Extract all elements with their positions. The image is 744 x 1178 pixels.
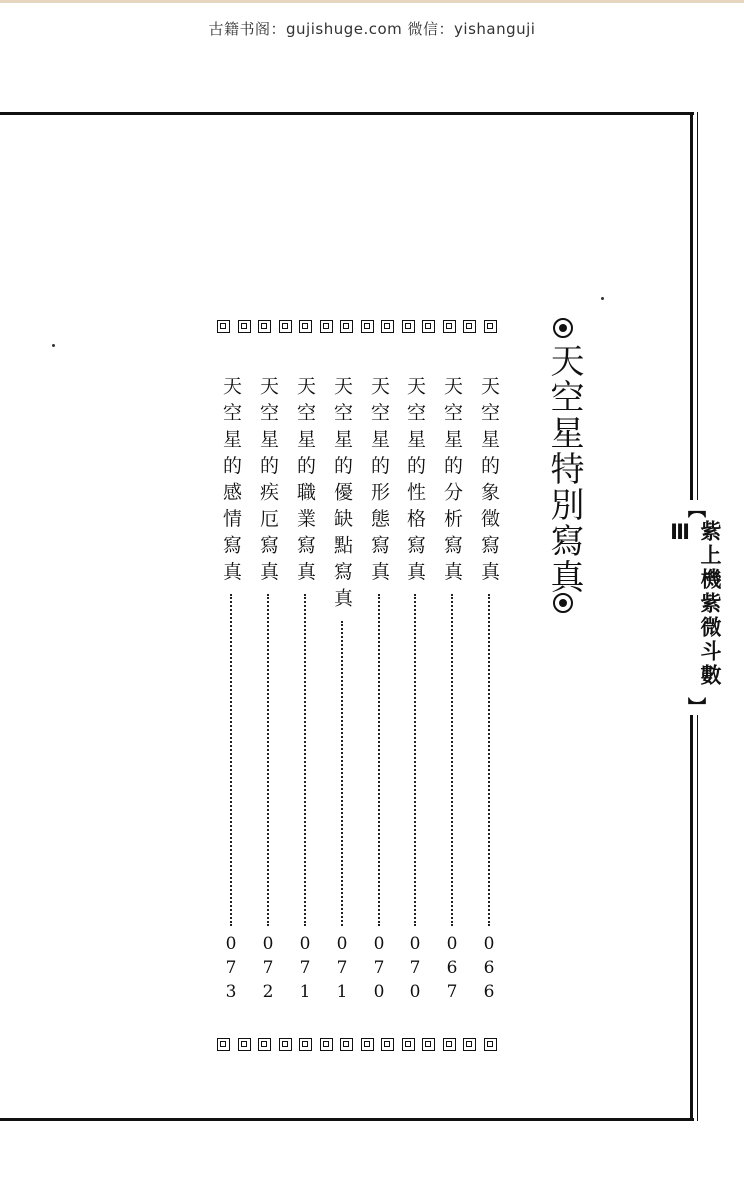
book-title: 紫上機紫微斗數Ⅲ (668, 520, 722, 688)
ornament-square (238, 1038, 251, 1051)
ornament-square (443, 1038, 456, 1051)
ornament-square (443, 320, 456, 333)
ornament-square (340, 1038, 353, 1051)
toc-page-number: 070 (369, 934, 389, 1006)
ornament-square (402, 1038, 415, 1051)
toc-page-number: 067 (442, 934, 462, 1006)
ornament-square (320, 320, 333, 333)
ornament-square (299, 320, 312, 333)
toc-entry[interactable] (439, 376, 465, 1006)
toc-entry-title: 天空星的職業寫真 (294, 376, 316, 588)
ornament-square (279, 320, 292, 333)
ornament-square (238, 320, 251, 333)
toc-dot-leader (488, 594, 490, 926)
toc-dot-leader (304, 594, 306, 926)
ornament-square (422, 1038, 435, 1051)
toc-dot-leader (414, 594, 416, 926)
ornament-square (361, 1038, 374, 1051)
toc-page-number: 066 (479, 934, 499, 1006)
toc-dot-leader (341, 621, 343, 927)
toc-entry-title: 天空星的性格寫真 (404, 376, 426, 588)
ornament-square (484, 320, 497, 333)
scan-speck (52, 344, 55, 347)
ornament-square (217, 1038, 230, 1051)
toc-entry[interactable] (255, 376, 281, 1006)
ornament-square (402, 320, 415, 333)
ornament-square (217, 320, 230, 333)
ornament-square (340, 320, 353, 333)
ornament-square (279, 1038, 292, 1051)
ornament-square (381, 1038, 394, 1051)
frame-top-border (0, 112, 694, 115)
toc-page-number: 073 (221, 934, 241, 1006)
toc-dot-leader (267, 594, 269, 926)
ornament-square (381, 320, 394, 333)
ornament-square (258, 320, 271, 333)
ornament-square (484, 1038, 497, 1051)
watermark: 古籍书阁：gujishuge.com 微信：yishanguji (208, 20, 536, 38)
toc-entry-title: 天空星的感情寫真 (220, 376, 242, 588)
toc-entry[interactable] (329, 376, 355, 1006)
ornament-square (361, 320, 374, 333)
toc-entry-title: 天空星的優缺點寫真 (331, 376, 353, 615)
ornament-square (463, 1038, 476, 1051)
spine-bracket-close: 】 (685, 697, 706, 715)
toc-entry[interactable] (218, 376, 244, 1006)
ornament-square (299, 1038, 312, 1051)
ornament-border-bottom (217, 1035, 497, 1053)
toc-page-number: 072 (258, 934, 278, 1006)
top-rule (0, 0, 744, 3)
ornament-border-top (217, 317, 497, 335)
ornament-square (463, 320, 476, 333)
toc-dot-leader (230, 594, 232, 926)
spine-bracket-open: 【 (685, 500, 706, 518)
toc-page-number: 071 (332, 934, 352, 1006)
toc-entry[interactable] (292, 376, 318, 1006)
ornament-square (258, 1038, 271, 1051)
toc-entry[interactable] (402, 376, 428, 1006)
toc-entry[interactable] (476, 376, 502, 1006)
toc-entry-title: 天空星的疾厄寫真 (257, 376, 279, 588)
toc-entry[interactable] (366, 376, 392, 1006)
toc-dot-leader (451, 594, 453, 926)
section-title: 天空星特別寫真 (544, 343, 584, 595)
spine-label (668, 500, 722, 715)
scan-speck (601, 297, 604, 300)
toc-page-number: 071 (295, 934, 315, 1006)
bullseye-icon (553, 593, 573, 613)
toc-dot-leader (378, 594, 380, 926)
toc-entry-title: 天空星的象徵寫真 (478, 376, 500, 588)
ornament-square (320, 1038, 333, 1051)
toc-page-number: 070 (405, 934, 425, 1006)
ornament-square (422, 320, 435, 333)
toc-entry-title: 天空星的分析寫真 (441, 376, 463, 588)
bullseye-icon (553, 318, 573, 338)
frame-bottom-border (0, 1118, 694, 1121)
toc-entry-title: 天空星的形態寫真 (368, 376, 390, 588)
